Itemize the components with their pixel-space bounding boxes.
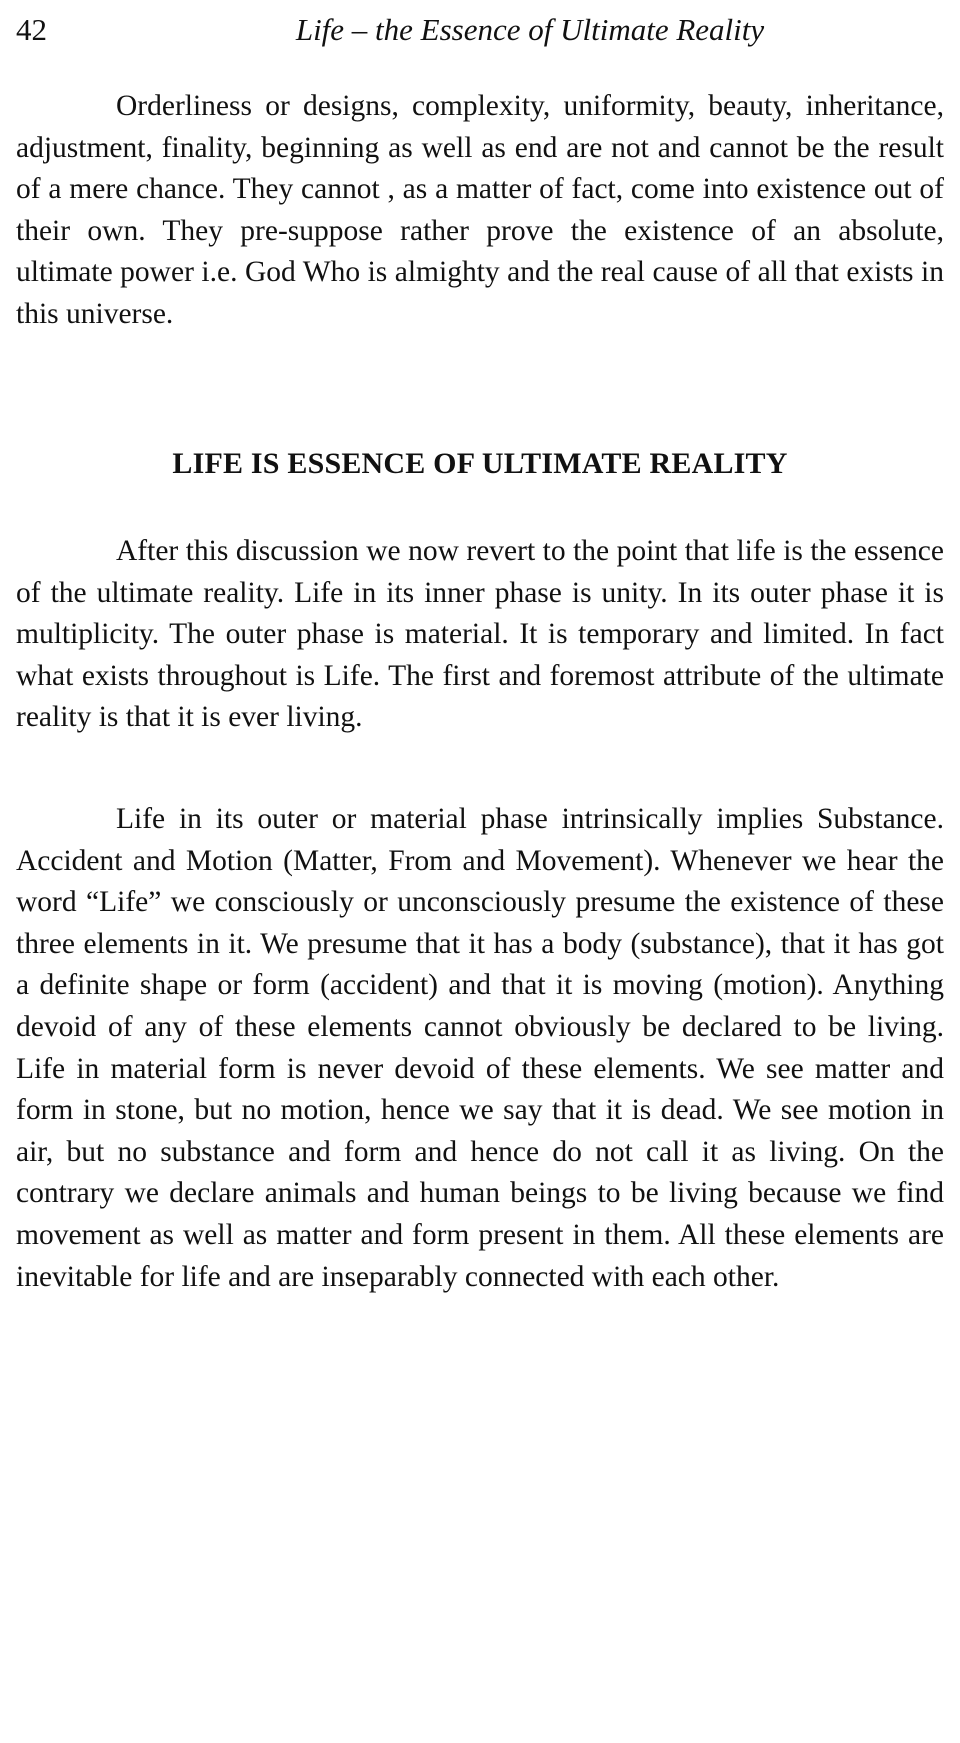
paragraph-2 — [16, 531, 944, 739]
paragraph-3 — [16, 799, 944, 1298]
paragraph-2-text: After this discussion we now revert to the point that life is the essence of the ultimate reality. Life in its inner phase is unity. In its outer phase it is multiplicity. The outer phase is material. It is temporary and limited. In fact what exists throughout is Life. The first and foremost attribute of the ultimate reality is that it is ever living. — [16, 535, 944, 734]
section-heading: LIFE IS ESSENCE OF ULTIMATE REALITY — [172, 447, 788, 480]
paragraph-1 — [16, 86, 944, 336]
paragraph-1-text: Orderliness or designs, complexity, uniformity, beauty, inheritance, adjustment, finality, beginning as well as end are not and cannot be the result of a mere chance. They cannot , as a matter of fact, come into existence out of their own. They pre-suppose rather prove the existence of an absolute, ultimate power i.e. God Who is almighty and the real cause of all that exists in this universe. — [16, 90, 944, 330]
paragraph-3-text: Life in its outer or material phase intrinsically implies Substance. Accident and Motion (Matter, From and Movement). Whenever we hear the word “Life” we consciously or unconsciously presume the existence of these three elements in it. We presume that it has a body (substance), that it has got a definite shape or form (accident) and that it is moving (motion). Anything devoid of any of these elements cannot obviously be declared to be living. Life in material form is never devoid of these elements. We see matter and form in stone, but no motion, hence we say that it is dead. We see motion in air, but no substance and form and hence do not call it as living. On the contrary we declare animals and human beings to be living because we find movement as well as matter and form present in them. All these elements are inevitable for life and are inseparably connected with each other. — [16, 803, 944, 1293]
page-number: 42 — [16, 12, 47, 47]
running-head-title: Life – the Essence of Ultimate Reality — [295, 12, 765, 47]
